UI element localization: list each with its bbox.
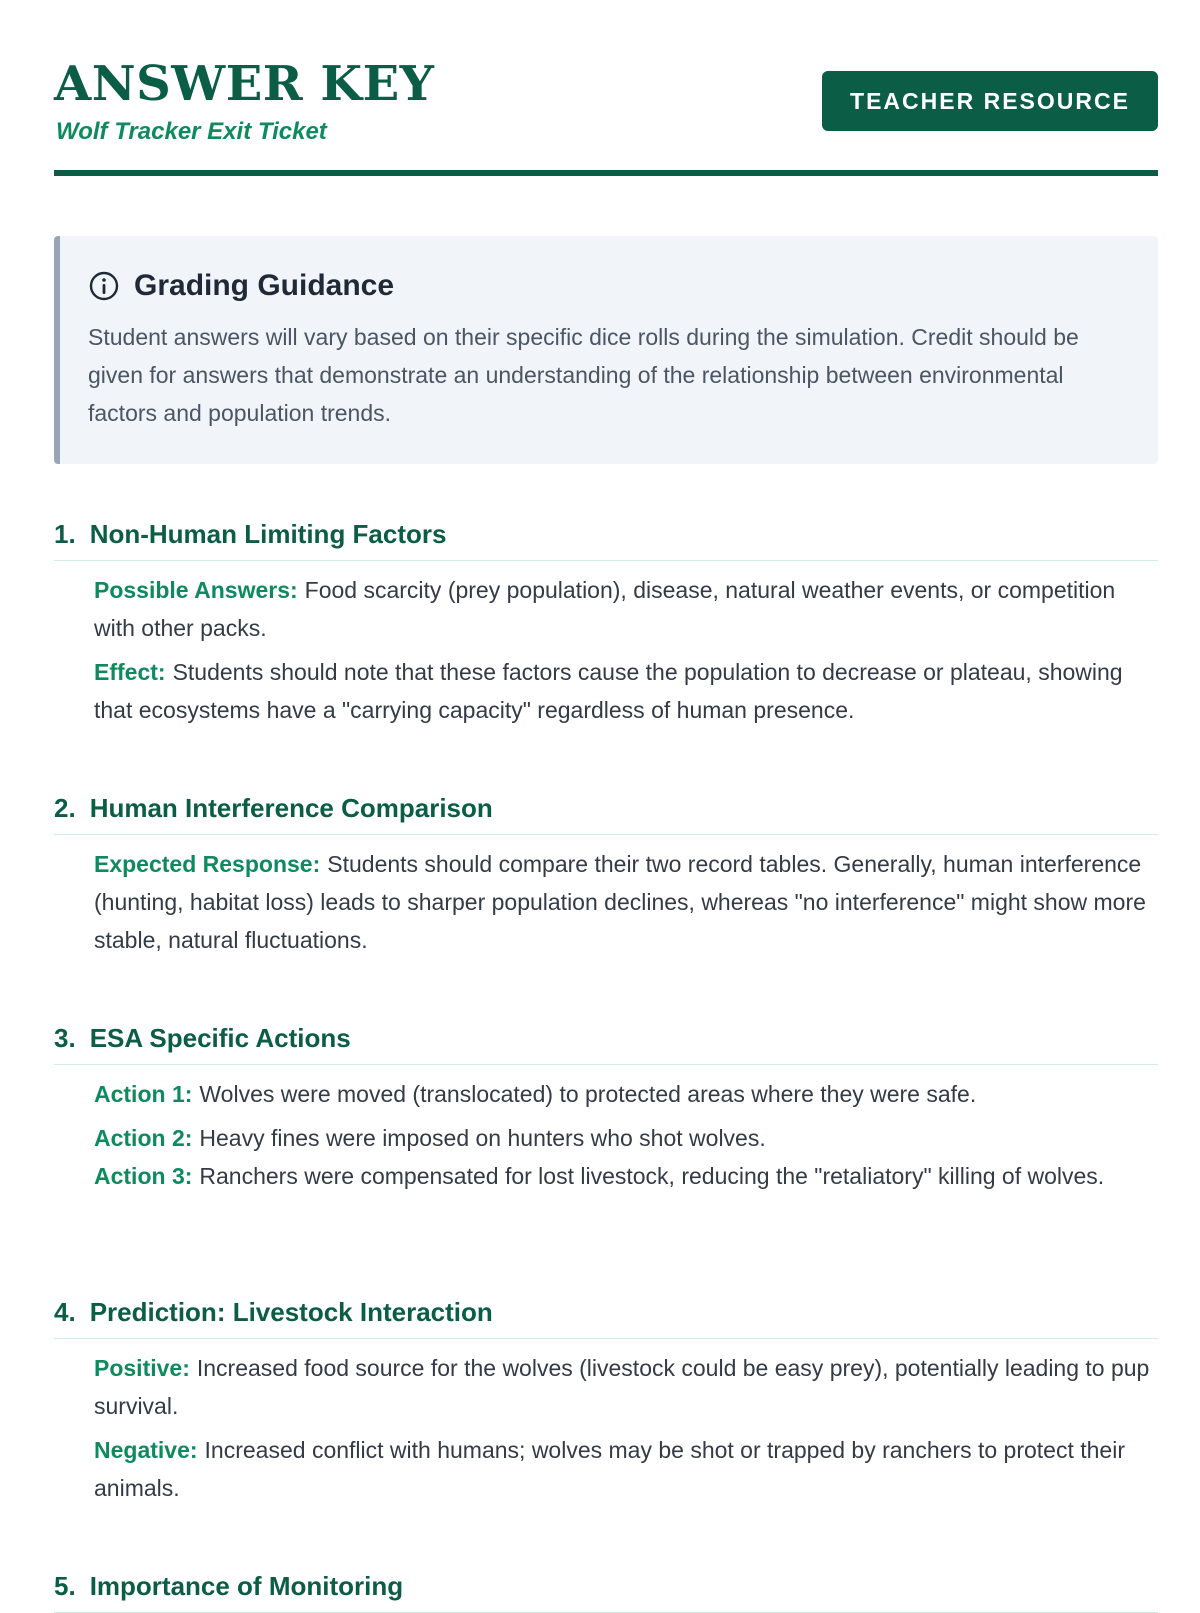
question-2 [54, 786, 1158, 959]
question-number: 2. [54, 792, 76, 823]
page-subtitle: Wolf Tracker Exit Ticket [56, 118, 327, 145]
answer-item [94, 571, 1158, 647]
question-heading [54, 512, 1158, 561]
answer-item [94, 845, 1158, 959]
answer-label: Action 1: [94, 1081, 193, 1107]
question-number: 3. [54, 1022, 76, 1053]
question-heading [54, 1016, 1158, 1065]
info-icon [88, 270, 120, 302]
guidance-text: Student answers will vary based on their specific dice rolls during the simulation. Credit should be given for answers that demonstrate an understanding of the relationship between environmental factors and population trends. [88, 324, 1079, 426]
answer-label: Possible Answers: [94, 577, 298, 603]
answer-item [94, 1119, 1158, 1157]
question-3 [54, 1016, 1158, 1195]
answer-label: Action 2: [94, 1125, 193, 1151]
question-title: ESA Specific Actions [89, 1022, 351, 1053]
question-title: Non-Human Limiting Factors [89, 518, 447, 549]
question-heading [54, 1564, 1158, 1613]
answer-label: Effect: [94, 659, 166, 685]
question-title: Importance of Monitoring [89, 1570, 404, 1601]
question-4 [54, 1290, 1158, 1507]
answer-text: Wolves were moved (translocated) to protected areas where they were safe. [199, 1081, 977, 1107]
question-heading [54, 786, 1158, 835]
answer-item [94, 653, 1158, 729]
question-title: Human Interference Comparison [89, 792, 493, 823]
grading-guidance-callout [54, 236, 1158, 464]
answer-item [94, 1075, 1158, 1113]
page-header [54, 54, 1158, 176]
question-answers [54, 561, 1158, 729]
answer-label: Negative: [94, 1437, 198, 1463]
question-number: 5. [54, 1570, 76, 1601]
answer-item [94, 1431, 1158, 1507]
answer-label: Positive: [94, 1355, 190, 1381]
answer-text: Increased conflict with humans; wolves may be shot or trapped by ranchers to protect their animals. [94, 1437, 1125, 1501]
question-answers [54, 1065, 1158, 1195]
answer-item [94, 1349, 1158, 1425]
answer-text: Students should note that these factors cause the population to decrease or plateau, showing that ecosystems have a "carrying capacity" regardless of human presence. [94, 659, 1123, 723]
answer-label: Action 3: [94, 1163, 193, 1189]
question-title: Prediction: Livestock Interaction [89, 1296, 493, 1327]
question-number: 4. [54, 1296, 76, 1327]
question-heading [54, 1290, 1158, 1339]
question-5 [54, 1564, 1158, 1613]
teacher-resource-badge: TEACHER RESOURCE [822, 71, 1158, 131]
guidance-header [88, 266, 1118, 306]
page-title: ANSWER KEY [54, 56, 435, 112]
answer-text: Ranchers were compensated for lost livestock, reducing the "retaliatory" killing of wolves. [199, 1163, 1105, 1189]
question-answers [54, 835, 1158, 959]
answer-label: Expected Response: [94, 851, 321, 877]
answer-text: Increased food source for the wolves (livestock could be easy prey), potentially leading to pup survival. [94, 1355, 1150, 1419]
question-number: 1. [54, 518, 76, 549]
answer-text: Students should compare their two record tables. Generally, human interference (hunting, habitat loss) leads to sharper population declines, whereas "no interference" might show more stable, natural fluctuations. [94, 851, 1146, 953]
question-answers [54, 1339, 1158, 1507]
answer-text: Heavy fines were imposed on hunters who shot wolves. [199, 1125, 766, 1151]
answer-text: Food scarcity (prey population), disease, natural weather events, or competition with other packs. [94, 577, 1116, 641]
question-1 [54, 512, 1158, 729]
answer-item [94, 1157, 1158, 1195]
guidance-title: Grading Guidance [134, 269, 395, 302]
